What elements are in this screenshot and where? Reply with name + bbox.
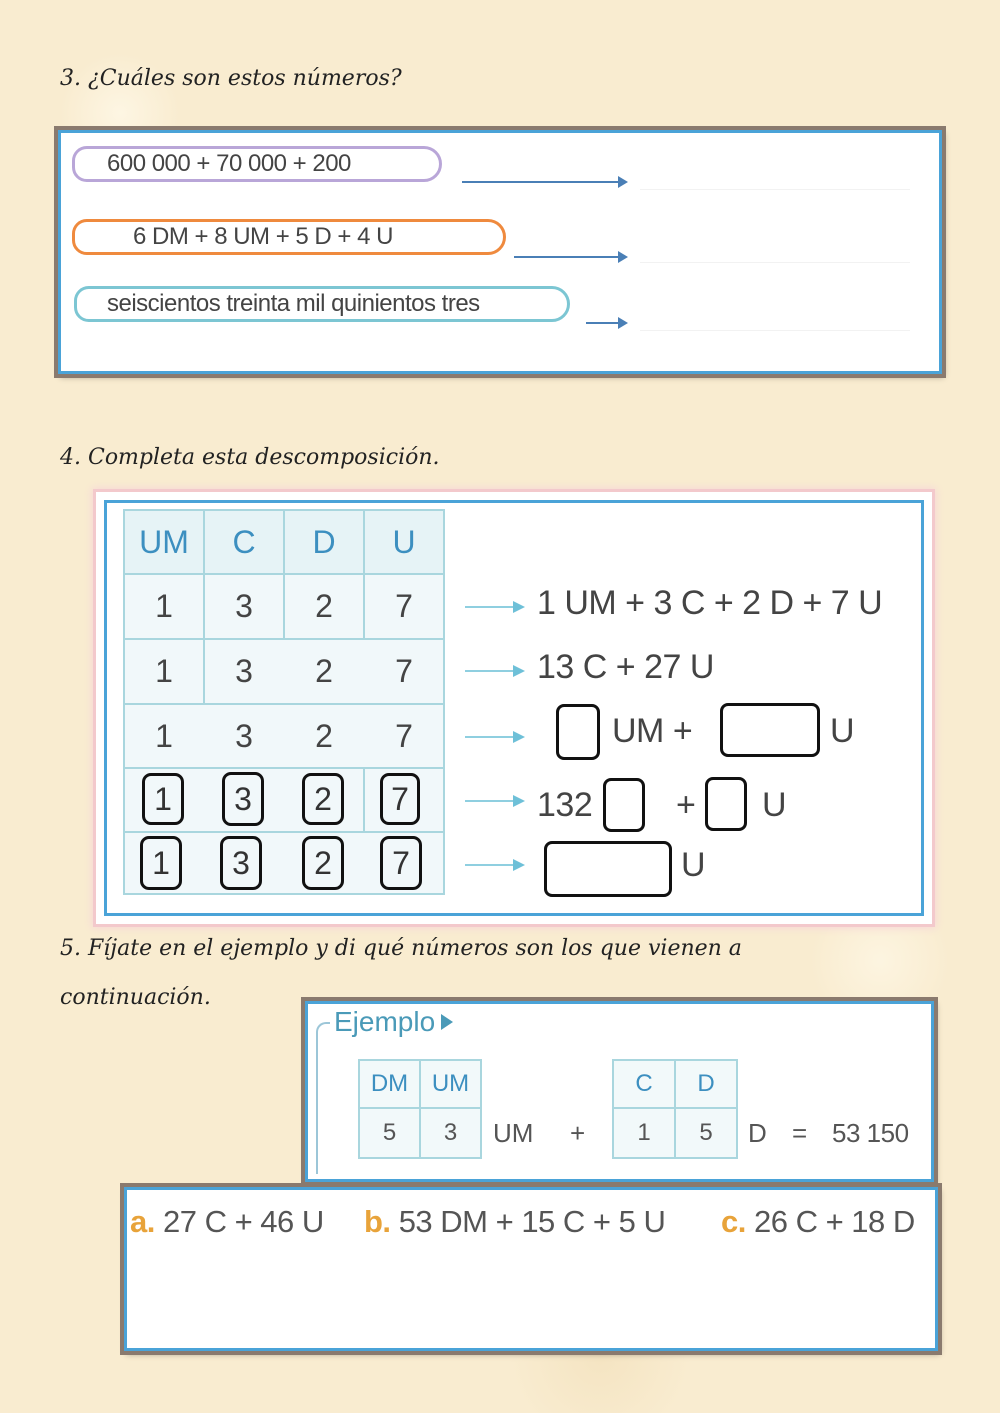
q4-row4-input-2[interactable]: [705, 777, 747, 831]
q3-answer-1[interactable]: [640, 189, 910, 190]
q4-r1-digit: 3: [235, 588, 253, 624]
q4-row4-plus: +: [676, 786, 696, 824]
q3-pill-2: 6 DM + 8 UM + 5 D + 4 U: [72, 219, 506, 255]
q5-example-value: 5: [382, 1119, 397, 1146]
q5-example-label-text: Ejemplo: [334, 1006, 436, 1037]
q4-header-u: U: [392, 523, 416, 560]
q4-r5-digit-box: 7: [380, 836, 422, 890]
q4-row4-prefix: 132: [537, 786, 593, 824]
q5-example-value: 1: [637, 1119, 651, 1146]
q4-header-c: C: [232, 523, 256, 560]
play-arrow-icon: [441, 1014, 453, 1030]
q5-example-value: 3: [443, 1119, 458, 1146]
q4-hline: [123, 767, 445, 769]
q4-r2-digit: 1: [155, 653, 173, 689]
q4-arrow-3: [465, 736, 523, 738]
q3-arrow-3: [586, 322, 626, 324]
q5-exercise-b: [364, 1204, 665, 1240]
q5-example-bracket: [316, 1022, 330, 1174]
q4-r5-digit-box: 1: [140, 836, 182, 890]
q4-row5-u-label: U: [681, 846, 706, 884]
q3-arrow-1: [462, 181, 626, 183]
q5-example-header-c: C: [635, 1070, 653, 1097]
q4-arrow-4: [465, 800, 523, 802]
q4-arrow-1: [465, 606, 523, 608]
q4-header-d: D: [312, 523, 336, 560]
q4-r5-digit-box: 3: [220, 836, 262, 890]
q3-pill-3: seiscientos treinta mil quinientos tres: [74, 286, 570, 322]
q4-row3-u-label: U: [830, 712, 855, 750]
q4-r4-digit-box: 1: [142, 773, 184, 825]
q5-example-header-dm: DM: [370, 1070, 409, 1097]
q3-title: 3. ¿Cuáles son estos números?: [60, 66, 402, 91]
q5-exercise-c: [721, 1204, 915, 1240]
q5-exercise-a-letter: a.: [130, 1204, 155, 1239]
q5-example-plus: +: [570, 1118, 586, 1148]
q5-exercise-b-text: 53 DM + 15 C + 5 U: [398, 1204, 666, 1239]
q4-hline: [123, 831, 445, 833]
q4-title: 4. Completa esta descomposición.: [60, 445, 440, 470]
q4-r1-digit: 1: [155, 588, 173, 624]
q5-exercise-a: [130, 1204, 324, 1240]
q3-pill-1: 600 000 + 70 000 + 200: [72, 146, 442, 182]
q4-r1-digit: 7: [395, 588, 413, 624]
q4-r4-digit-box: 2: [302, 773, 344, 825]
q4-r1-digit: 2: [315, 588, 333, 624]
q4-r4-digit-box: 7: [380, 773, 420, 825]
q4-r3-digit: 1: [155, 717, 173, 754]
q5-example-right-unit: D: [748, 1118, 767, 1148]
q4-r5-digit-box: 2: [302, 836, 344, 890]
q5-example-header-um: UM: [431, 1070, 470, 1097]
q4-r2-digit: 2: [315, 653, 333, 689]
q4-row4-u-label: U: [762, 786, 787, 824]
q3-answer-2[interactable]: [640, 262, 910, 263]
q5-exercise-c-letter: c.: [721, 1204, 746, 1239]
q4-arrow-2: [465, 670, 523, 672]
q4-r4-digit-box: 3: [222, 772, 264, 826]
q5-exercise-a-text: 27 C + 46 U: [162, 1204, 324, 1239]
q5-exercise-b-letter: b.: [364, 1204, 391, 1239]
q4-r2-digit: 7: [395, 653, 413, 689]
q4-row4-input-1[interactable]: [603, 778, 645, 832]
q5-exercise-c-text: 26 C + 18 D: [753, 1204, 915, 1239]
q5-example-header-d: D: [697, 1070, 715, 1097]
q4-row5-input[interactable]: [544, 841, 672, 897]
q4-header-um: UM: [139, 523, 189, 560]
q5-example-equals: =: [792, 1118, 808, 1148]
q5-example-value: 5: [699, 1119, 713, 1146]
q4-row3-um-input[interactable]: [556, 704, 600, 760]
q4-row3-u-input[interactable]: [720, 703, 820, 757]
q4-r2-digit: 3: [235, 653, 253, 689]
q4-row3-um-label: UM +: [612, 712, 693, 750]
q5-title-line1: 5. Fíjate en el ejemplo y di qué números son los que vienen a: [60, 936, 742, 961]
q4-r3-digit: 7: [395, 717, 413, 754]
q4-arrow-5: [465, 864, 523, 866]
q3-answer-3[interactable]: [640, 330, 910, 331]
q4-r3-digit: 3: [235, 717, 253, 754]
q3-arrow-2: [514, 256, 626, 258]
q4-row1-expression: 1 UM + 3 C + 2 D + 7 U: [537, 584, 883, 622]
q5-example-left-unit: UM: [493, 1118, 534, 1148]
q5-title-line2: continuación.: [60, 985, 211, 1010]
q4-row2-expression: 13 C + 27 U: [537, 648, 714, 686]
q4-r3-digit: 2: [315, 717, 333, 754]
q4-vline: [363, 767, 365, 831]
q5-example-result: 53 150: [832, 1118, 909, 1148]
q5-example-label: [334, 1006, 453, 1038]
